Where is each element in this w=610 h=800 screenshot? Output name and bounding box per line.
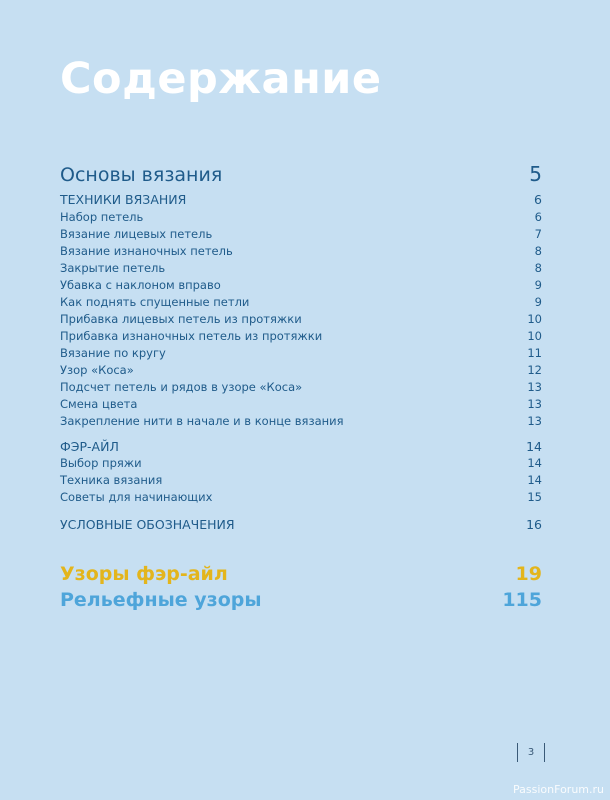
- toc-item[interactable]: [60, 456, 542, 470]
- toc-section-page: 16: [526, 517, 542, 532]
- toc-item[interactable]: [60, 329, 542, 343]
- toc-section-label: УСЛОВНЫЕ ОБОЗНАЧЕНИЯ: [60, 517, 235, 532]
- toc-part-basics[interactable]: [60, 162, 542, 186]
- toc-part-label: Основы вязания: [60, 164, 223, 186]
- watermark: PassionForum.ru: [513, 783, 604, 796]
- toc-item-page: 6: [534, 210, 542, 224]
- toc-part-relief-patterns[interactable]: [60, 589, 542, 611]
- toc-section-fairisle[interactable]: [60, 439, 542, 454]
- toc-item-page: 13: [527, 397, 542, 411]
- toc-item[interactable]: [60, 346, 542, 360]
- toc-item-page: 14: [527, 456, 542, 470]
- toc-item[interactable]: [60, 363, 542, 377]
- toc-item-label: Техника вязания: [60, 473, 163, 487]
- toc-part-page: 19: [515, 563, 542, 585]
- toc-item-page: 14: [527, 473, 542, 487]
- toc-item[interactable]: [60, 244, 542, 258]
- toc-item-label: Узор «Коса»: [60, 363, 134, 377]
- toc-item-label: Подсчет петель и рядов в узоре «Коса»: [60, 380, 303, 394]
- toc-section-label: ТЕХНИКИ ВЯЗАНИЯ: [60, 192, 187, 207]
- toc-item[interactable]: [60, 473, 542, 487]
- toc-section-techniques[interactable]: [60, 192, 542, 207]
- toc-section-label: ФЭР-АЙЛ: [60, 439, 119, 454]
- toc-item-page: 8: [534, 244, 542, 258]
- toc-item-label: Советы для начинающих: [60, 490, 213, 504]
- toc-item-page: 10: [527, 329, 542, 343]
- toc-item-page: 12: [527, 363, 542, 377]
- toc-item-page: 8: [534, 261, 542, 275]
- toc-part-label: Рельефные узоры: [60, 589, 262, 611]
- toc-item-label: Вязание изнаночных петель: [60, 244, 233, 258]
- toc-part-page: 5: [529, 162, 542, 186]
- toc-item[interactable]: [60, 227, 542, 241]
- toc-item-page: 10: [527, 312, 542, 326]
- toc-item-label: Убавка с наклоном вправо: [60, 278, 221, 292]
- toc-item-label: Вязание лицевых петель: [60, 227, 213, 241]
- toc-item[interactable]: [60, 414, 542, 428]
- toc-item[interactable]: [60, 295, 542, 309]
- toc-item-label: Закрепление нити в начале и в конце вязания: [60, 414, 344, 428]
- toc-item-label: Вязание по кругу: [60, 346, 166, 360]
- toc-item-label: Как поднять спущенные петли: [60, 295, 250, 309]
- toc-item[interactable]: [60, 312, 542, 326]
- toc-item-label: Закрытие петель: [60, 261, 166, 275]
- toc-item[interactable]: [60, 261, 542, 275]
- toc-part-label: Узоры фэр-айл: [60, 563, 228, 585]
- toc-item[interactable]: [60, 278, 542, 292]
- toc-item-label: Прибавка лицевых петель из протяжки: [60, 312, 302, 326]
- toc-item-page: 13: [527, 380, 542, 394]
- toc-item-page: 11: [527, 346, 542, 360]
- toc-item[interactable]: [60, 490, 542, 504]
- page-number: 3: [517, 743, 545, 762]
- toc-item-label: Выбор пряжи: [60, 456, 142, 470]
- toc-section-page: 6: [534, 192, 542, 207]
- toc-item-label: Смена цвета: [60, 397, 138, 411]
- toc-part-fairisle-patterns[interactable]: [60, 563, 542, 585]
- toc-item-label: Прибавка изнаночных петель из протяжки: [60, 329, 323, 343]
- toc-item-page: 9: [534, 278, 542, 292]
- toc-item[interactable]: [60, 210, 542, 224]
- toc-part-page: 115: [502, 589, 542, 611]
- toc-section-page: 14: [526, 439, 542, 454]
- toc-item-page: 13: [527, 414, 542, 428]
- toc-item-page: 15: [527, 490, 542, 504]
- toc-section-symbols[interactable]: [60, 517, 542, 532]
- toc-item-page: 9: [534, 295, 542, 309]
- toc-item-page: 7: [534, 227, 542, 241]
- toc-item[interactable]: [60, 380, 542, 394]
- toc-item[interactable]: [60, 397, 542, 411]
- page-title: Содержание: [60, 54, 382, 104]
- toc-item-label: Набор петель: [60, 210, 144, 224]
